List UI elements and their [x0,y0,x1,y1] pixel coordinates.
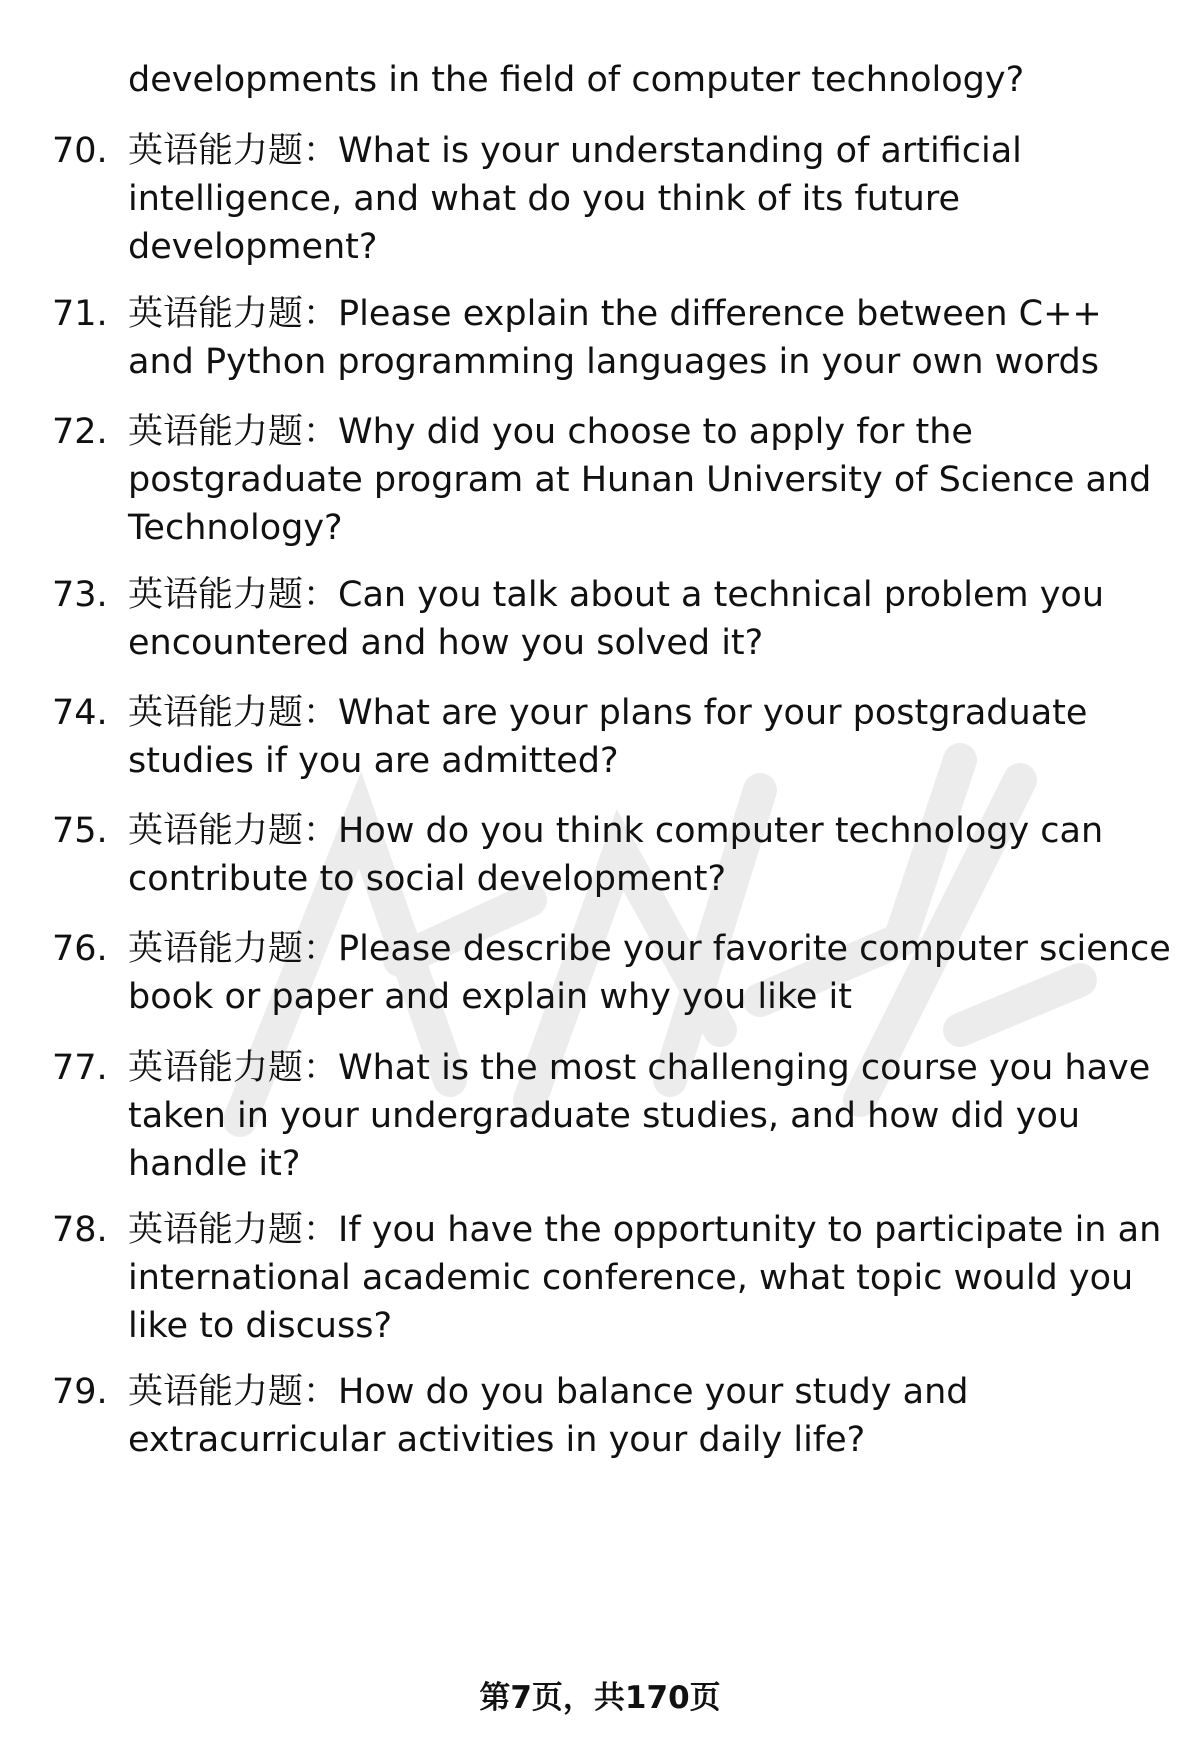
question-body [128,925,1172,1021]
question-item-77 [52,1044,1172,1188]
question-number: 78. [52,1210,108,1250]
question-text: How do you think computer technology can contribute to social development? [128,811,1104,899]
question-body [128,408,1172,552]
question-category-label: 英语能力题： [128,1372,339,1412]
question-item-75 [52,807,1172,903]
question-category-label: 英语能力题： [128,693,339,733]
question-item-76 [52,925,1172,1021]
question-category-label: 英语能力题： [128,929,339,969]
question-text: Can you talk about a technical problem you encountered and how you solved it? [128,575,1104,663]
question-item-79 [52,1368,1172,1464]
question-number: 75. [52,811,108,851]
question-body [128,689,1172,785]
continued-question-text: developments in the field of computer technology? [128,60,1025,100]
question-category-label: 英语能力题： [128,412,339,452]
page-number-footer: 第7页，共170页 [479,1680,721,1716]
question-text: Please explain the difference between C++ and Python programming languages in your own words [128,294,1102,382]
question-text: What are your plans for your postgraduate studies if you are admitted? [128,693,1088,781]
question-text: If you have the opportunity to participate in an international academic conference, what topic would you like to discuss? [128,1210,1162,1346]
question-item-78 [52,1206,1172,1350]
question-category-label: 英语能力题： [128,1210,339,1250]
question-item-74 [52,689,1172,785]
question-body [128,1206,1172,1350]
question-text: What is your understanding of artificial intelligence, and what do you think of its future development? [128,131,1022,267]
question-item-70 [52,127,1172,271]
question-category-label: 英语能力题： [128,294,339,334]
question-text: What is the most challenging course you have taken in your undergraduate studies, and how did you handle it? [128,1048,1151,1184]
question-number: 72. [52,412,108,452]
question-number: 70. [52,131,108,171]
question-category-label: 英语能力题： [128,1048,339,1088]
question-body [128,1044,1172,1188]
question-item-73 [52,571,1172,667]
question-category-label: 英语能力题： [128,811,339,851]
question-body [128,127,1172,271]
question-number: 74. [52,693,108,733]
question-category-label: 英语能力题： [128,575,339,615]
question-item-71 [52,290,1172,386]
question-number: 73. [52,575,108,615]
question-text: Why did you choose to apply for the postgraduate program at Hunan University of Science and Technology? [128,412,1152,548]
question-number: 71. [52,294,108,334]
question-body [128,1368,1172,1464]
question-category-label: 英语能力题： [128,131,339,171]
question-number: 77. [52,1048,108,1088]
question-number: 79. [52,1372,108,1412]
question-number: 76. [52,929,108,969]
question-body [128,571,1172,667]
question-text: How do you balance your study and extracurricular activities in your daily life? [128,1372,969,1460]
question-body [128,807,1172,903]
question-text: Please describe your favorite computer science book or paper and explain why you like it [128,929,1171,1017]
question-item-72 [52,408,1172,552]
question-body [128,290,1172,386]
